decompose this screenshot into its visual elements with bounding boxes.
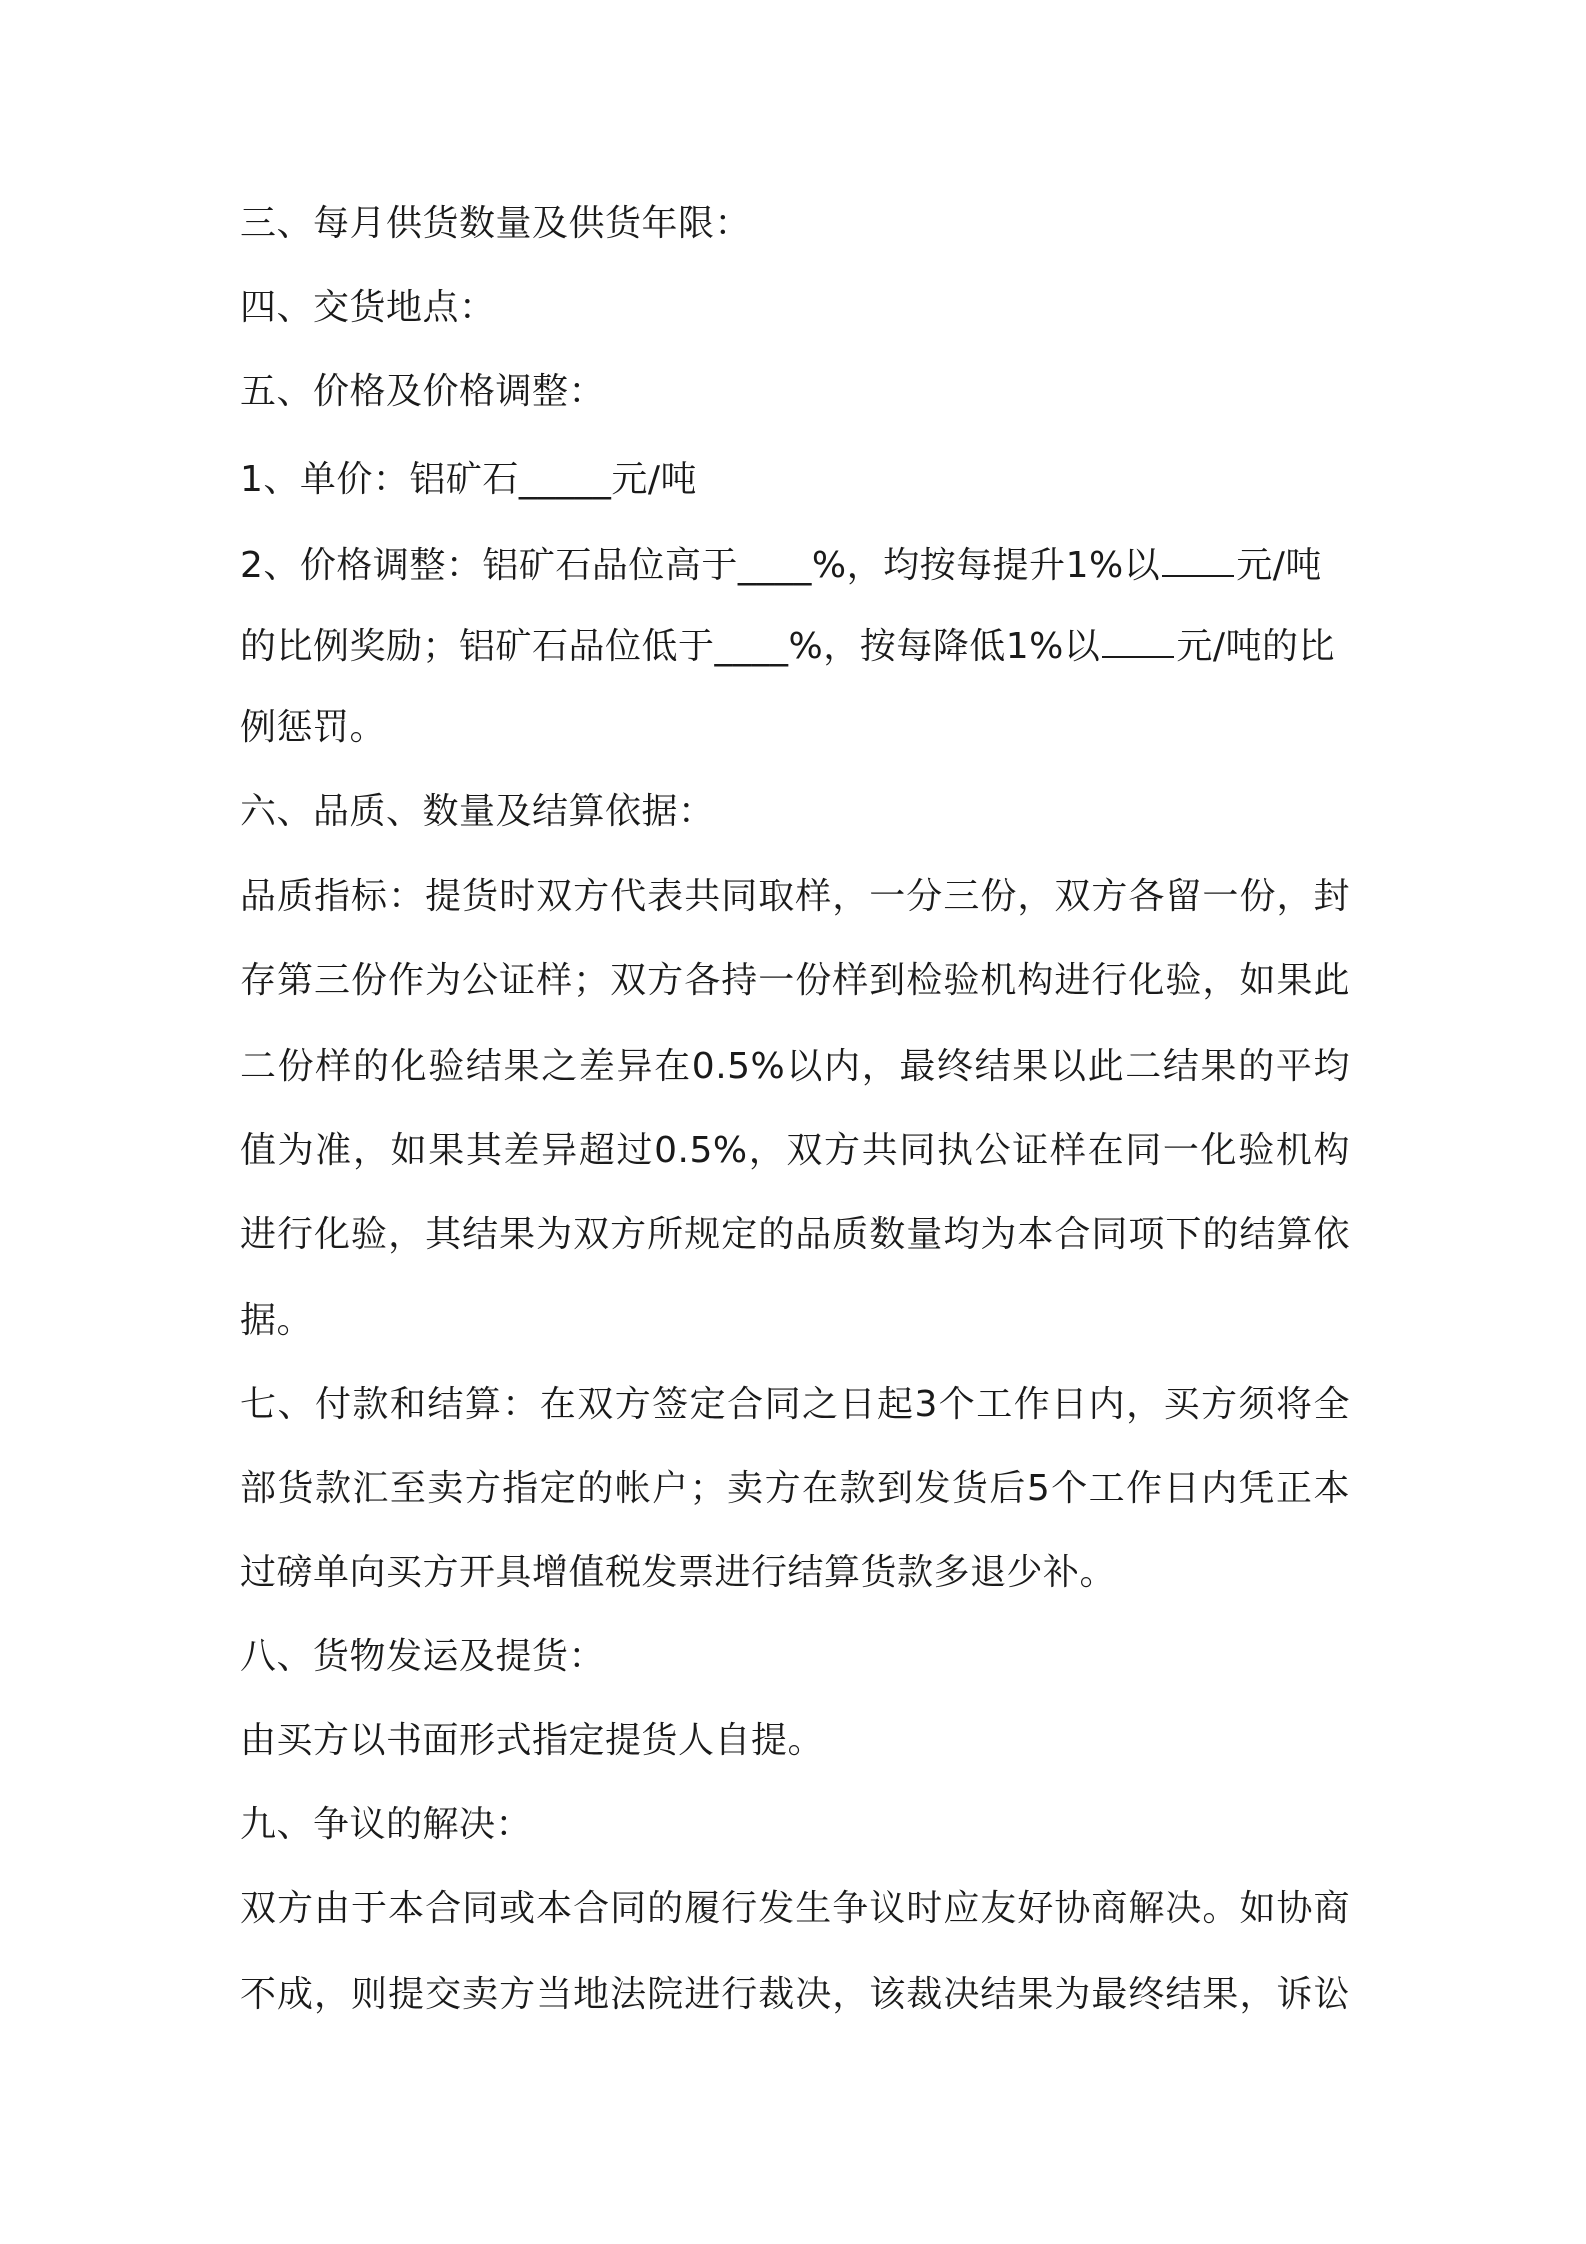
quality-line-2: 存第三份作为公证样；双方各持一份样到检验机构进行化验，如果此 xyxy=(240,960,1350,1001)
quality-line-3: 二份样的化验结果之差异在0.5%以内，最终结果以此二结果的平均 xyxy=(240,1046,1350,1087)
clause-9-line-1: 双方由于本合同或本合同的履行发生争议时应友好协商解决。如协商 xyxy=(240,1888,1350,1929)
blank-underline xyxy=(1102,624,1174,658)
clause-9-line-2: 不成，则提交卖方当地法院进行裁决，该裁决结果为最终结果，诉讼 xyxy=(240,1974,1350,2015)
clause-4-heading: 四、交货地点： xyxy=(240,287,496,328)
clause-7-line-2: 部货款汇至卖方指定的帐户；卖方在款到发货后5个工作日内凭正本 xyxy=(240,1468,1350,1509)
clause-5-heading: 五、价格及价格调整： xyxy=(240,371,606,412)
quality-line-5: 进行化验，其结果为双方所规定的品质数量均为本合同项下的结算依 xyxy=(240,1214,1350,1255)
price-adjust-text-1b: 元/吨 xyxy=(1236,545,1322,586)
clause-7-line-1: 七、付款和结算：在双方签定合同之日起3个工作日内，买方须将全 xyxy=(240,1384,1350,1425)
clause-7-line-3: 过磅单向买方开具增值税发票进行结算货款多退少补。 xyxy=(240,1552,1117,1593)
clause-3-heading: 三、每月供货数量及供货年限： xyxy=(240,203,752,244)
quality-line-1: 品质指标：提货时双方代表共同取样，一分三份，双方各留一份，封 xyxy=(240,876,1350,917)
price-adjust-line-1 xyxy=(240,542,1322,590)
quality-line-6: 据。 xyxy=(240,1300,314,1341)
price-adjust-text-2b: 元/吨的比 xyxy=(1176,626,1335,667)
clause-8-text: 由买方以书面形式指定提货人自提。 xyxy=(240,1720,825,1761)
clause-6-heading: 六、品质、数量及结算依据： xyxy=(240,791,715,832)
quality-line-4: 值为准，如果其差异超过0.5%，双方共同执公证样在同一化验机构 xyxy=(240,1130,1350,1171)
price-adjust-text-1: 2、价格调整：铝矿石品位高于____%，均按每提升1%以 xyxy=(240,545,1161,586)
clause-9-heading: 九、争议的解决： xyxy=(240,1804,533,1845)
price-adjust-text-2: 的比例奖励；铝矿石品位低于____%，按每降低1%以 xyxy=(240,626,1101,667)
unit-price-line: 1、单价：铝矿石_____元/吨 xyxy=(240,459,698,500)
price-adjust-line-3: 例惩罚。 xyxy=(240,707,387,748)
blank-underline xyxy=(1162,543,1234,577)
clause-8-heading: 八、货物发运及提货： xyxy=(240,1636,606,1677)
price-adjust-line-2 xyxy=(240,623,1335,671)
